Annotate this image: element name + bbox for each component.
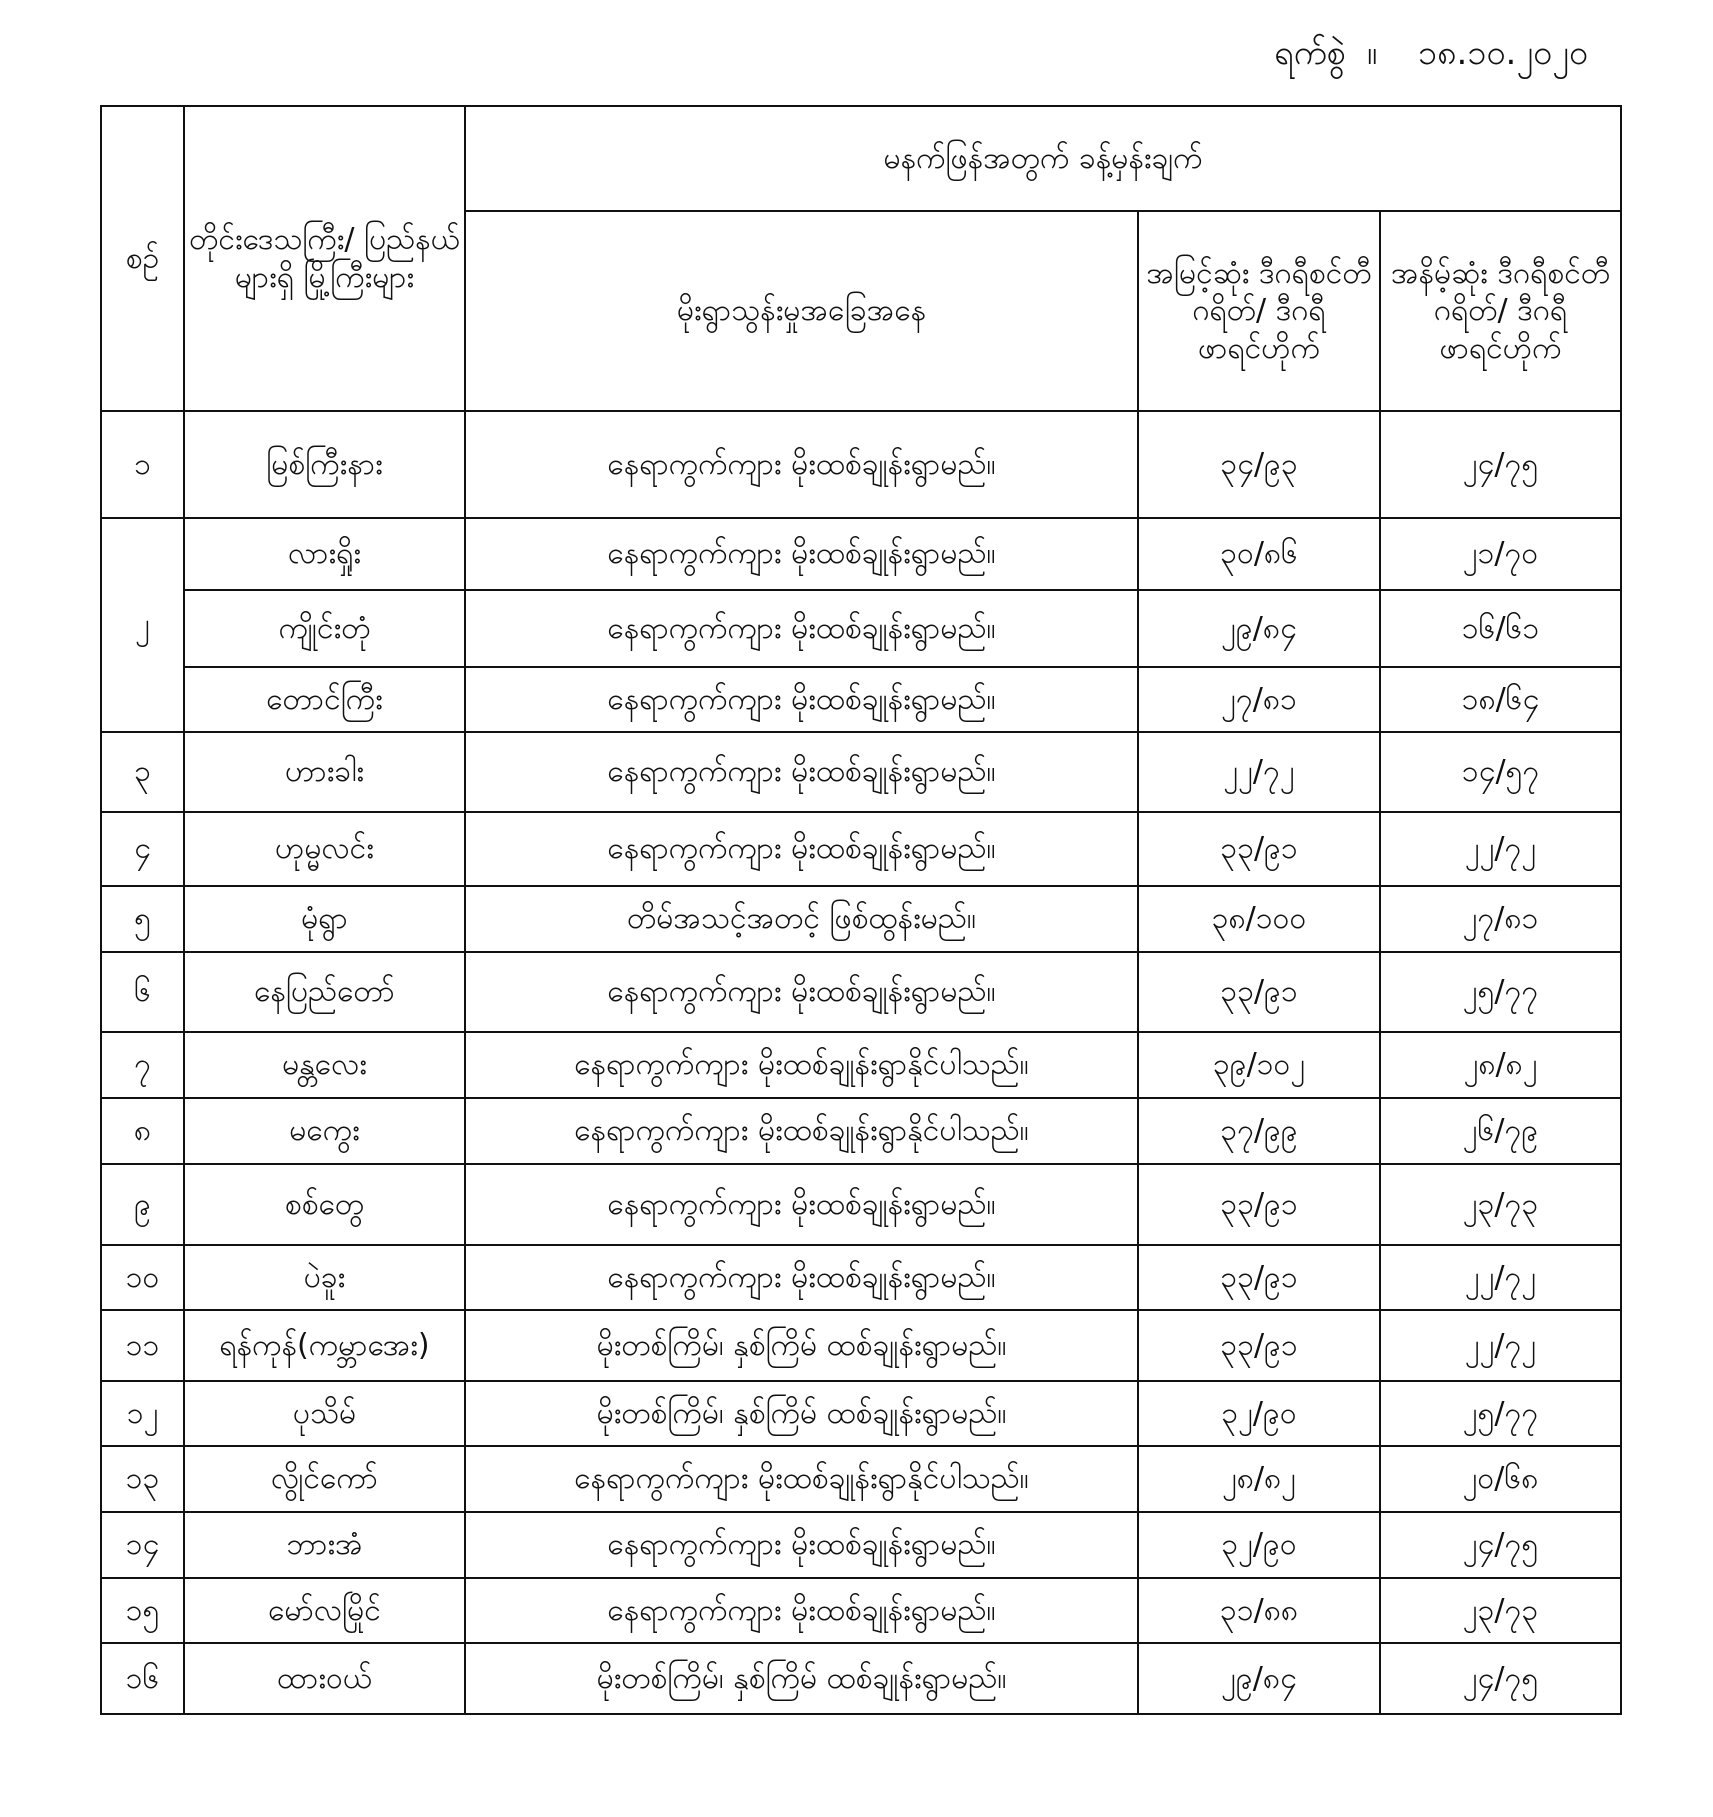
city-cell: တောင်ကြီး — [184, 667, 465, 732]
city-cell: ပဲခူး — [184, 1245, 465, 1310]
city-cell: ဘားအံ — [184, 1512, 465, 1578]
condition-cell: မိုးတစ်ကြိမ်၊ နှစ်ကြိမ် ထစ်ချုန်းရွာမည်။ — [465, 1381, 1138, 1446]
table-row — [101, 590, 1621, 667]
condition-cell: နေရာကွက်ကျား မိုးထစ်ချုန်းရွာမည်။ — [465, 1245, 1138, 1310]
table-row — [101, 1578, 1621, 1643]
header-max-temp: အမြင့်ဆုံး ဒီဂရီစင်တီဂရိတ်/ ဒီဂရီဖာရင်ဟိုက် — [1138, 211, 1380, 411]
min-temp-cell: ၁၈/၆၄ — [1380, 667, 1621, 732]
table-row — [101, 1381, 1621, 1446]
min-temp-cell: ၂၇/၈၁ — [1380, 886, 1621, 952]
city-cell: စစ်တွေ — [184, 1164, 465, 1245]
report-date — [1274, 30, 1588, 81]
min-temp-cell: ၁၄/၅၇ — [1380, 732, 1621, 812]
condition-cell: နေရာကွက်ကျား မိုးထစ်ချုန်းရွာမည်။ — [465, 1164, 1138, 1245]
city-cell: ထားဝယ် — [184, 1643, 465, 1714]
max-temp-cell: ၂၉/၈၄ — [1138, 590, 1380, 667]
max-temp-cell: ၃၈/၁၀၀ — [1138, 886, 1380, 952]
serial-cell: ၆ — [101, 952, 184, 1032]
condition-cell: နေရာကွက်ကျား မိုးထစ်ချုန်းရွာမည်။ — [465, 812, 1138, 886]
condition-cell: နေရာကွက်ကျား မိုးထစ်ချုန်းရွာမည်။ — [465, 667, 1138, 732]
city-cell: လားရှိုး — [184, 518, 465, 590]
city-cell: မြစ်ကြီးနား — [184, 411, 465, 518]
max-temp-cell: ၃၄/၉၃ — [1138, 411, 1380, 518]
table-row — [101, 1446, 1621, 1512]
max-temp-cell: ၃၇/၉၉ — [1138, 1098, 1380, 1164]
max-temp-cell: ၂၈/၈၂ — [1138, 1446, 1380, 1512]
max-temp-cell: ၂၉/၈၄ — [1138, 1643, 1380, 1714]
table-row — [101, 411, 1621, 518]
header-forecast-group: မနက်ဖြန်အတွက် ခန့်မှန်းချက် — [465, 106, 1621, 211]
forecast-table — [100, 105, 1622, 1715]
condition-cell: တိမ်အသင့်အတင့် ဖြစ်ထွန်းမည်။ — [465, 886, 1138, 952]
max-temp-cell: ၂၂/၇၂ — [1138, 732, 1380, 812]
min-temp-cell: ၂၄/၇၅ — [1380, 1643, 1621, 1714]
table-row — [101, 812, 1621, 886]
max-temp-cell: ၃၃/၉၁ — [1138, 952, 1380, 1032]
max-temp-cell: ၃၂/၉၀ — [1138, 1512, 1380, 1578]
serial-cell: ၁ — [101, 411, 184, 518]
serial-cell: ၁၂ — [101, 1381, 184, 1446]
max-temp-cell: ၃၃/၉၁ — [1138, 1245, 1380, 1310]
condition-cell: နေရာကွက်ကျား မိုးထစ်ချုန်းရွာနိုင်ပါသည်။ — [465, 1032, 1138, 1098]
table-row — [101, 1098, 1621, 1164]
max-temp-cell: ၃၁/၈၈ — [1138, 1578, 1380, 1643]
city-cell: နေပြည်တော် — [184, 952, 465, 1032]
min-temp-cell: ၁၆/၆၁ — [1380, 590, 1621, 667]
serial-cell: ၂ — [101, 518, 184, 732]
condition-cell: နေရာကွက်ကျား မိုးထစ်ချုန်းရွာမည်။ — [465, 1578, 1138, 1643]
min-temp-cell: ၂၂/၇၂ — [1380, 1245, 1621, 1310]
city-cell: ရန်ကုန်(ကမ္ဘာအေး) — [184, 1310, 465, 1381]
max-temp-cell: ၃၃/၉၁ — [1138, 812, 1380, 886]
serial-cell: ၈ — [101, 1098, 184, 1164]
min-temp-cell: ၂၃/၇၃ — [1380, 1164, 1621, 1245]
header-serial: စဉ် — [101, 106, 184, 411]
condition-cell: မိုးတစ်ကြိမ်၊ နှစ်ကြိမ် ထစ်ချုန်းရွာမည်။ — [465, 1643, 1138, 1714]
table-row — [101, 518, 1621, 590]
max-temp-cell: ၃၀/၈၆ — [1138, 518, 1380, 590]
max-temp-cell: ၃၉/၁၀၂ — [1138, 1032, 1380, 1098]
condition-cell: နေရာကွက်ကျား မိုးထစ်ချုန်းရွာမည်။ — [465, 590, 1138, 667]
header-location: တိုင်းဒေသကြီး/ ပြည်နယ်များရှိ မြို့ကြီးများ — [184, 106, 465, 411]
serial-cell: ၁၃ — [101, 1446, 184, 1512]
condition-cell: နေရာကွက်ကျား မိုးထစ်ချုန်းရွာမည်။ — [465, 518, 1138, 590]
condition-cell: နေရာကွက်ကျား မိုးထစ်ချုန်းရွာနိုင်ပါသည်။ — [465, 1446, 1138, 1512]
max-temp-cell: ၃၃/၉၁ — [1138, 1164, 1380, 1245]
city-cell: ကျိုင်းတုံ — [184, 590, 465, 667]
min-temp-cell: ၂၂/၇၂ — [1380, 1310, 1621, 1381]
serial-cell: ၄ — [101, 812, 184, 886]
min-temp-cell: ၂၄/၇၅ — [1380, 1512, 1621, 1578]
max-temp-cell: ၂၇/၈၁ — [1138, 667, 1380, 732]
serial-cell: ၁၀ — [101, 1245, 184, 1310]
city-cell: မကွေး — [184, 1098, 465, 1164]
min-temp-cell: ၂၅/၇၇ — [1380, 952, 1621, 1032]
serial-cell: ၁၅ — [101, 1578, 184, 1643]
condition-cell: နေရာကွက်ကျား မိုးထစ်ချုန်းရွာမည်။ — [465, 952, 1138, 1032]
table-row — [101, 886, 1621, 952]
date-separator: ။ — [1366, 33, 1378, 73]
condition-cell: နေရာကွက်ကျား မိုးထစ်ချုန်းရွာနိုင်ပါသည်။ — [465, 1098, 1138, 1164]
min-temp-cell: ၂၅/၇၇ — [1380, 1381, 1621, 1446]
min-temp-cell: ၂၁/၇၀ — [1380, 518, 1621, 590]
condition-cell: မိုးတစ်ကြိမ်၊ နှစ်ကြိမ် ထစ်ချုန်းရွာမည်။ — [465, 1310, 1138, 1381]
serial-cell: ၃ — [101, 732, 184, 812]
table-row — [101, 1032, 1621, 1098]
city-cell: မုံရွာ — [184, 886, 465, 952]
date-value: ၁၈.၁၀.၂၀၂၀ — [1417, 33, 1588, 73]
city-cell: ပုသိမ် — [184, 1381, 465, 1446]
max-temp-cell: ၃၃/၉၁ — [1138, 1310, 1380, 1381]
serial-cell: ၉ — [101, 1164, 184, 1245]
city-cell: မန္တလေး — [184, 1032, 465, 1098]
table-row — [101, 1512, 1621, 1578]
table-row — [101, 732, 1621, 812]
header-condition: မိုးရွာသွန်းမှုအခြေအနေ — [465, 211, 1138, 411]
city-cell: ဟုမ္မလင်း — [184, 812, 465, 886]
table-row — [101, 1310, 1621, 1381]
min-temp-cell: ၂၈/၈၂ — [1380, 1032, 1621, 1098]
serial-cell: ၁၆ — [101, 1643, 184, 1714]
table-row — [101, 1643, 1621, 1714]
city-cell: လွိုင်ကော် — [184, 1446, 465, 1512]
serial-cell: ၁၄ — [101, 1512, 184, 1578]
min-temp-cell: ၂၃/၇၃ — [1380, 1578, 1621, 1643]
condition-cell: နေရာကွက်ကျား မိုးထစ်ချုန်းရွာမည်။ — [465, 732, 1138, 812]
date-label: ရက်စွဲ — [1274, 33, 1346, 73]
max-temp-cell: ၃၂/၉၀ — [1138, 1381, 1380, 1446]
serial-cell: ၅ — [101, 886, 184, 952]
min-temp-cell: ၂၂/၇၂ — [1380, 812, 1621, 886]
table-row — [101, 1164, 1621, 1245]
city-cell: မော်လမြိုင် — [184, 1578, 465, 1643]
city-cell: ဟားခါး — [184, 732, 465, 812]
header-min-temp: အနိမ့်ဆုံး ဒီဂရီစင်တီဂရိတ်/ ဒီဂရီဖာရင်ဟိုက် — [1380, 211, 1621, 411]
table-row — [101, 952, 1621, 1032]
min-temp-cell: ၂၆/၇၉ — [1380, 1098, 1621, 1164]
condition-cell: နေရာကွက်ကျား မိုးထစ်ချုန်းရွာမည်။ — [465, 1512, 1138, 1578]
min-temp-cell: ၂၄/၇၅ — [1380, 411, 1621, 518]
table-row — [101, 1245, 1621, 1310]
serial-cell: ၁၁ — [101, 1310, 184, 1381]
min-temp-cell: ၂၀/၆၈ — [1380, 1446, 1621, 1512]
condition-cell: နေရာကွက်ကျား မိုးထစ်ချုန်းရွာမည်။ — [465, 411, 1138, 518]
serial-cell: ၇ — [101, 1032, 184, 1098]
table-row — [101, 667, 1621, 732]
header-row — [101, 106, 1621, 211]
